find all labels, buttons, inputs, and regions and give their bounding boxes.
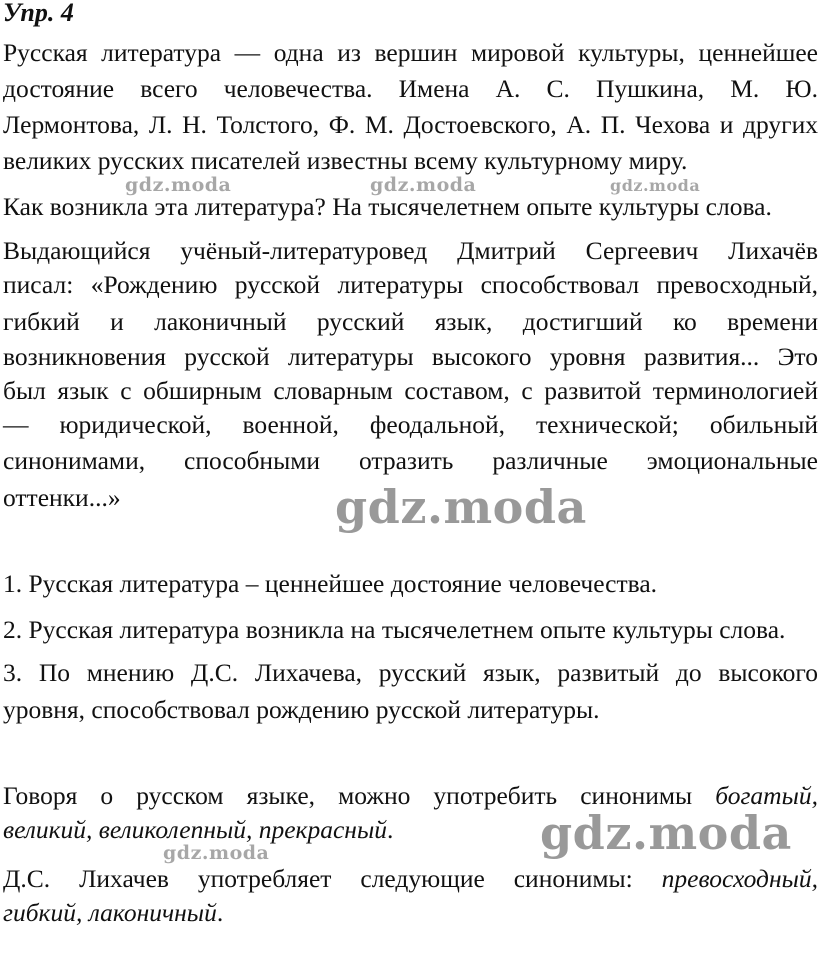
watermark-small-4: gdz.moda: [163, 842, 270, 864]
paragraph-1-line-3: Лермонтова, Л. Н. Толстого, Ф. М. Достоевского, А. П. Чехова и других: [3, 110, 818, 139]
synonyms-1-period: .: [386, 815, 394, 844]
paragraph-3-line-2: писал: «Рождению русской литературы способствовал превосходный,: [3, 270, 818, 299]
watermark-large-2: gdz.moda: [540, 806, 792, 860]
watermark-small-2: gdz.moda: [370, 174, 477, 196]
paragraph-3-line-6: — юридической, военной, феодальной, технической; обильный: [3, 410, 818, 439]
exercise-title: Упр. 4: [3, 0, 74, 27]
synonyms-2-line-2: [3, 896, 818, 930]
synonyms-1-italic-1: богатый,: [715, 781, 818, 810]
paragraph-3-line-5: был язык с обширным словарным составом, с развитой терминологией: [3, 376, 818, 405]
synonyms-1-text: Говоря о русском языке, можно употребить синонимы: [3, 781, 693, 810]
watermark-large-1: gdz.moda: [335, 480, 587, 534]
synonyms-1-italic-2: великий, великолепный, прекрасный: [3, 815, 387, 844]
paragraph-1-line-4: великих русских писателей известны всему культурному миру.: [3, 146, 688, 175]
paragraph-1-line-1: Русская литература — одна из вершин мировой культуры, ценнейшее: [3, 38, 818, 67]
synonyms-1-line-1: [3, 779, 818, 813]
answer-2: 2. Русская литература возникла на тысячелетнем опыте культуры слова.: [3, 615, 786, 644]
paragraph-2: Как возникла эта литература? На тысячелетнем опыте культуры слова.: [3, 192, 772, 221]
answer-1: 1. Русская литература – ценнейшее достояние человечества.: [3, 569, 658, 598]
synonyms-2-italic-1: превосходный,: [661, 864, 818, 893]
paragraph-3-line-8: оттенки...»: [3, 483, 121, 512]
paragraph-3-line-4: возникновения русской литературы высокого уровня развития... Это: [3, 342, 818, 371]
synonyms-2-text: Д.С. Лихачев употребляет следующие синонимы:: [3, 864, 633, 893]
synonyms-2-period: .: [216, 898, 224, 927]
answer-3-line-2: уровня, способствовал рождению русской литературы.: [3, 695, 600, 724]
watermark-small-1: gdz.moda: [125, 174, 232, 196]
synonyms-1-line-2: [3, 813, 818, 847]
paragraph-1-line-2: достояние всего человечества. Имена А. С. Пушкина, М. Ю.: [3, 74, 818, 103]
synonyms-2-line-1: [3, 862, 818, 896]
watermark-small-3: gdz.moda: [610, 176, 701, 195]
paragraph-3-line-3: гибкий и лаконичный русский язык, достигший ко времени: [3, 307, 818, 336]
paragraph-3-line-1: Выдающийся учёный-литературовед Дмитрий Сергеевич Лихачёв: [3, 236, 818, 265]
paragraph-3-line-7: синонимами, способными отразить различные эмоциональные: [3, 446, 818, 475]
synonyms-2-italic-2: гибкий, лаконичный: [3, 898, 217, 927]
answer-3-line-1: 3. По мнению Д.С. Лихачева, русский язык, развитый до высокого: [3, 658, 818, 687]
